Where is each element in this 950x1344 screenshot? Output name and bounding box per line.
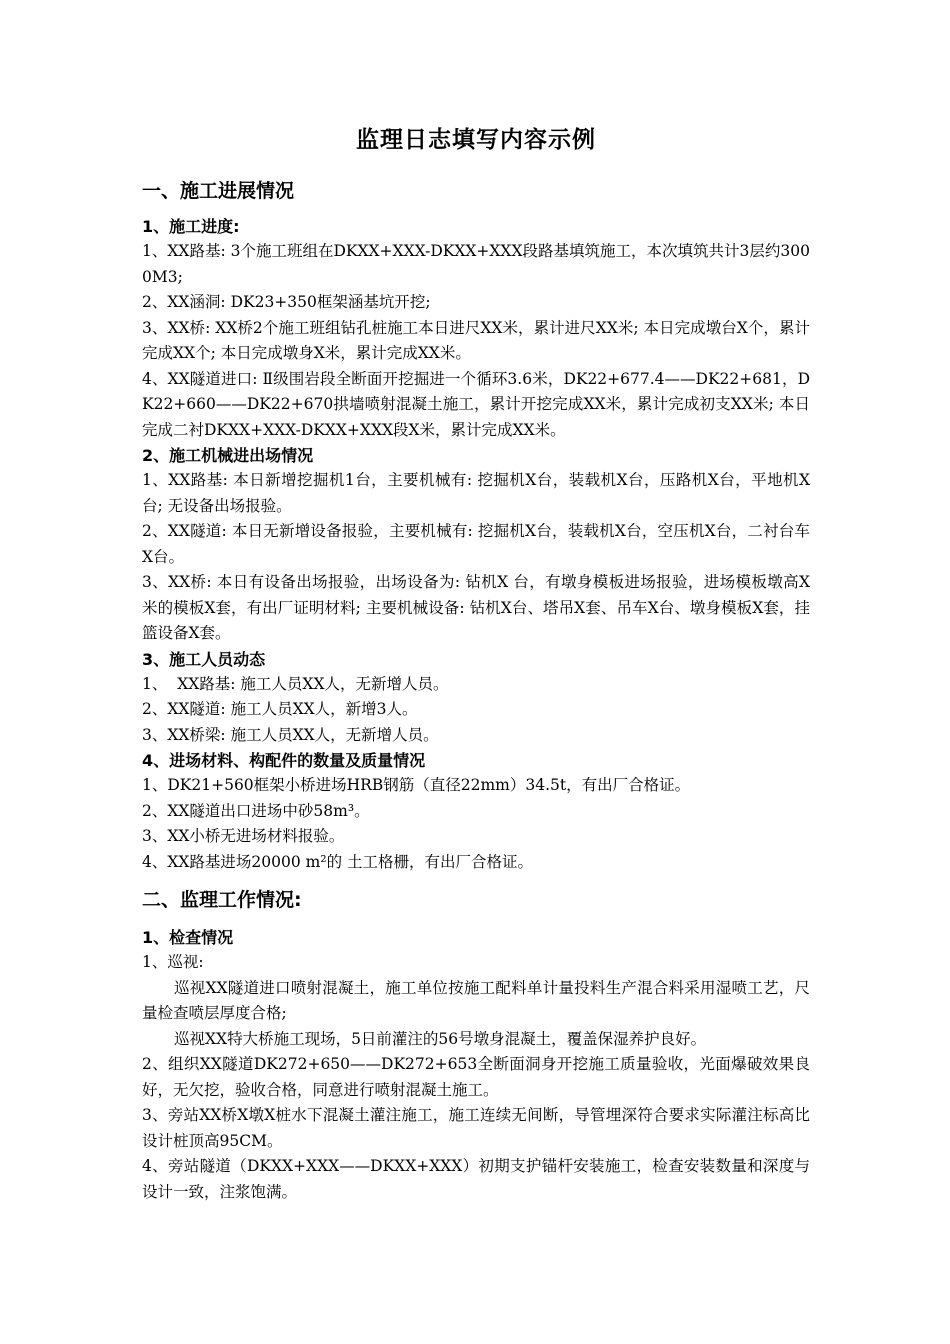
paragraph: 巡视XX隧道进口喷射混凝土，施工单位按施工配料单计量投料生产混合料采用湿喷工艺，尺量检查喷层厚度合格; [142,978,810,1022]
subsection-heading-personnel: 3、施工人员动态 [142,649,266,669]
document-title: 监理日志填写内容示例 [356,127,596,153]
paragraph: 3、XX桥: XX桥2个施工班组钻孔桩施工本日进尺XX米，累计进尺XX米; 本日完成墩台X个，累计完成XX个; 本日完成墩身X米，累计完成XX米。 [142,318,810,362]
paragraph: 1、XX路基: 本日新增挖掘机1台，主要机械有: 挖掘机X台，装载机X台，压路机X台，平地机X 台; 无设备出场报验。 [142,471,810,515]
paragraph: 巡视XX特大桥施工现场，5日前灌注的56号墩身混凝土，覆盖保湿养护良好。 [174,1029,707,1048]
paragraph: 3、旁站XX桥X墩X桩水下混凝土灌注施工，施工连续无间断，导管埋深符合要求实际灌注标高比设计桩顶高95CM。 [142,1106,810,1150]
paragraph: 4、旁站隧道（DKXX+XXX——DKXX+XXX）初期支护锚杆安装施工，检查安装数量和深度与设计一致，注浆饱满。 [142,1157,810,1201]
section-heading-progress: 一、施工进展情况 [142,180,295,202]
paragraph: 4、XX隧道进口: Ⅱ级围岩段全断面开挖掘进一个循环3.6米，DK22+677.4——DK22+681，DK22+660——DK22+670拱墙喷射混凝土施工，累计开挖完成XX米，累计完成初支XX米; 本日完成二衬DKXX+XXX-DKXX+XXX段X米，累计完成XX米。 [142,369,810,439]
paragraph: 4、XX路基进场20000 m²的 土工格栅，有出厂合格证。 [142,852,534,871]
paragraph: 1、DK21+560框架小桥进场HRB钢筋（直径22mm）34.5t，有出厂合格证。 [142,776,691,794]
paragraph: 3、XX桥: 本日有设备出场报验，出场设备为: 钻机X 台，有墩身模板进场报验，进场模板墩高X米的模板X套，有出厂证明材料; 主要机械设备: 钻机X台、塔吊X套、吊车X台、墩身模板X套，挂篮设备X套。 [142,573,810,642]
paragraph: 2、XX涵洞: DK23+350框架涵基坑开挖; [142,293,431,311]
paragraph: 2、XX隧道出口进场中砂58m³。 [142,801,370,820]
paragraph: 2、XX隧道: 本日无新增设备报验，主要机械有: 挖掘机X台，装载机X台，空压机X台，二衬台车X台。 [142,522,810,566]
subsection-heading-machinery: 2、施工机械进出场情况 [142,446,314,465]
paragraph: 3、XX桥梁: 施工人员XX人，无新增人员。 [142,725,439,744]
paragraph: 2、XX隧道: 施工人员XX人，新增3人。 [142,700,418,718]
paragraph: 1、巡视: [142,953,204,971]
subsection-heading-inspection: 1、检查情况 [142,928,234,947]
paragraph: 3、XX小桥无进场材料报验。 [142,827,345,845]
subsection-heading-schedule: 1、施工进度: [142,217,240,236]
section-heading-supervision: 二、监理工作情况: [142,889,302,911]
paragraph: 1、 XX路基: 施工人员XX人，无新增人员。 [142,674,449,693]
subsection-heading-materials: 4、进场材料、构配件的数量及质量情况 [142,751,426,770]
paragraph: 1、XX路基: 3个施工班组在DKXX+XXX-DKXX+XXX段路基填筑施工，本次填筑共计3层约3000M3; [142,242,810,286]
document-page [142,120,810,1205]
paragraph: 2、组织XX隧道DK272+650——DK272+653全断面洞身开挖施工质量验收，光面爆破效果良好，无欠挖，验收合格，同意进行喷射混凝土施工。 [142,1055,810,1099]
